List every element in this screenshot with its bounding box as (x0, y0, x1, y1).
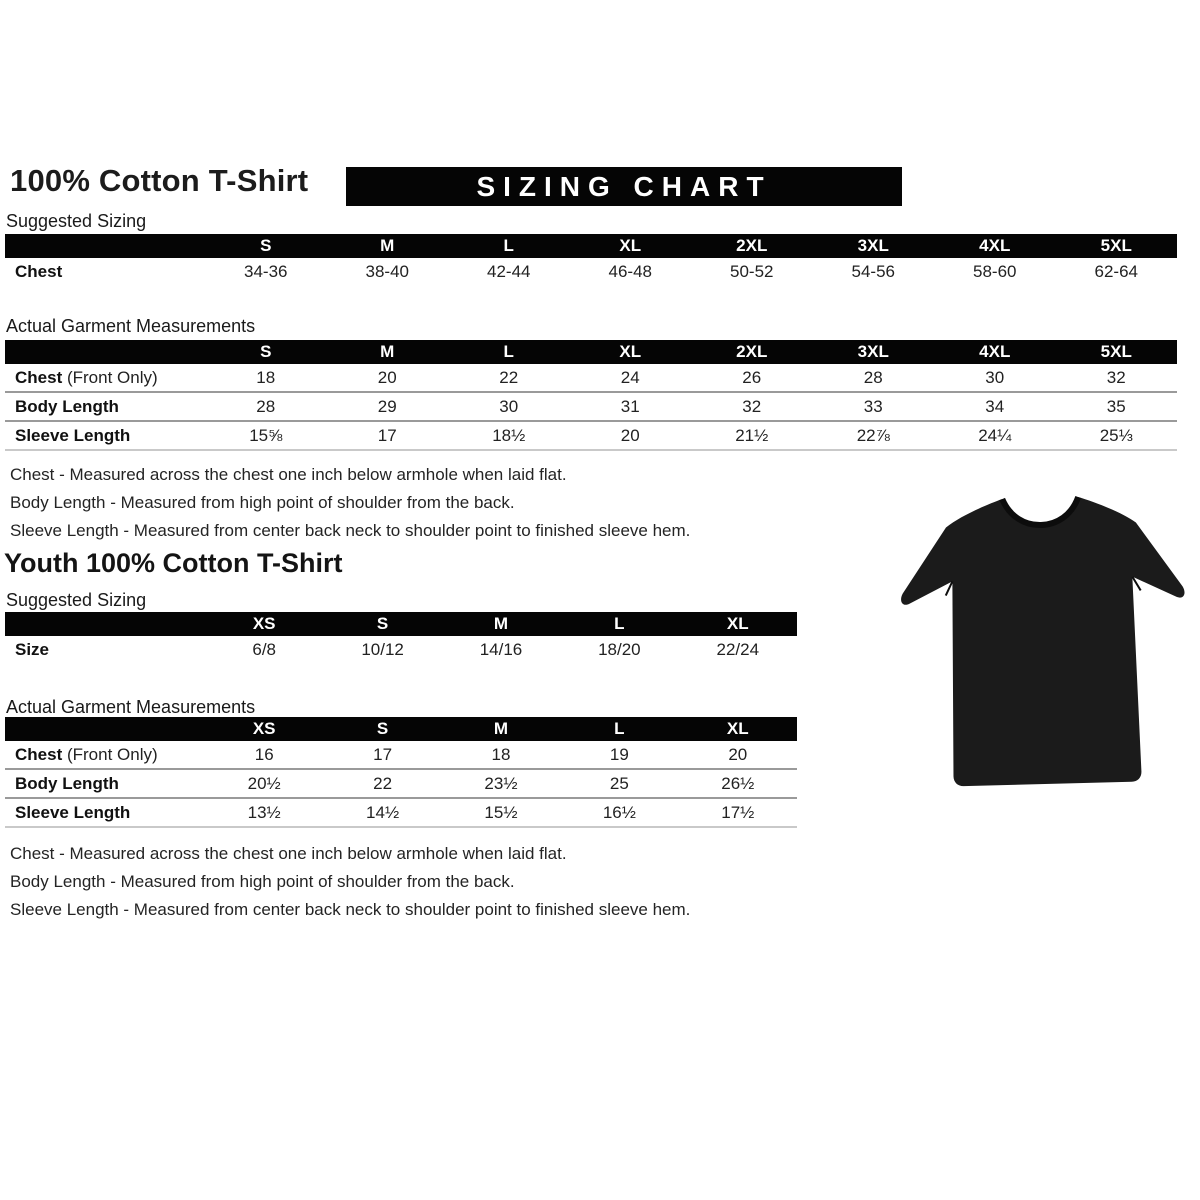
table-row (5, 364, 1177, 392)
table-cell: 22/24 (716, 639, 760, 659)
table-cell: 32 (742, 396, 762, 416)
size-col-header: M (327, 234, 449, 258)
adult-measurement-notes (10, 461, 690, 545)
table-cell: 18½ (492, 425, 526, 445)
table-cell: 18 (491, 744, 511, 764)
size-col-header: XL (679, 612, 797, 636)
table-cell: 42-44 (487, 261, 531, 281)
table-cell: 31 (620, 396, 640, 416)
size-col-header: XL (570, 234, 692, 258)
sizing-chart-banner: SIZING CHART (346, 167, 902, 206)
table-cell: 24 (620, 367, 640, 387)
table-cell: 16 (254, 744, 274, 764)
table-cell: 18 (256, 367, 276, 387)
row-label (5, 364, 205, 392)
youth-measurement-notes (10, 840, 690, 924)
table-cell: 26½ (721, 773, 755, 793)
table-cell: 6/8 (252, 639, 277, 659)
row-label-text: Chest (15, 744, 63, 764)
black-tshirt-graphic (893, 478, 1195, 806)
youth-section-title: Youth 100% Cotton T-Shirt (4, 548, 343, 578)
table-cell: 23½ (484, 773, 518, 793)
table-cell: 38-40 (365, 261, 409, 281)
row-label-text: Body Length (15, 773, 119, 793)
size-col-header: M (327, 340, 449, 364)
table-cell: 30 (985, 367, 1005, 387)
row-label (5, 392, 205, 421)
table-cell: 22⅞ (856, 425, 890, 445)
table-cell: 34 (985, 396, 1005, 416)
size-col-header: 5XL (1056, 340, 1178, 364)
adult-actual-measurements-label: Actual Garment Measurements (6, 316, 256, 336)
table-cell: 14½ (366, 802, 400, 822)
page-title: 100% Cotton T-Shirt (10, 163, 309, 198)
row-label-text: Sleeve Length (15, 802, 131, 822)
table-cell: 14/16 (479, 639, 523, 659)
size-col-header: XL (570, 340, 692, 364)
table-cell: 17 (377, 425, 397, 445)
table-cell: 10/12 (361, 639, 404, 659)
row-label-text: Size (15, 639, 50, 659)
size-col-header: L (448, 234, 570, 258)
table-cell: 22 (373, 773, 393, 793)
size-col-header: 5XL (1056, 234, 1178, 258)
table-cell: 24¼ (978, 425, 1012, 445)
row-label-suffix: (Front Only) (62, 744, 158, 764)
size-col-header: S (323, 717, 441, 741)
table-row (5, 636, 797, 663)
size-col-header: M (442, 612, 560, 636)
row-label-suffix: (Front Only) (62, 367, 158, 387)
table-header-row (5, 612, 797, 636)
size-col-header: 3XL (813, 234, 935, 258)
size-col-header: L (448, 340, 570, 364)
note-line: Sleeve Length - Measured from center back neck to shoulder point to finished sleeve hem. (10, 521, 691, 540)
table-cell: 20½ (247, 773, 281, 793)
row-label-text: Sleeve Length (15, 425, 131, 445)
size-col-header-blank (5, 340, 205, 364)
table-cell: 17½ (721, 802, 755, 822)
table-row (5, 769, 797, 798)
size-col-header: S (205, 234, 327, 258)
table-cell: 22 (499, 367, 519, 387)
table-cell: 28 (863, 367, 883, 387)
note-line: Body Length - Measured from high point of shoulder from the back. (10, 872, 515, 891)
table-cell: 25⅓ (1099, 425, 1133, 445)
row-label (5, 798, 205, 827)
youth-actual-measurements-label: Actual Garment Measurements (6, 697, 256, 717)
table-row (5, 258, 1177, 285)
size-col-header: XL (679, 717, 797, 741)
youth-suggested-sizing-table (5, 612, 797, 663)
table-row (5, 392, 1177, 421)
tshirt-body-shape (899, 494, 1190, 787)
row-label-text: Chest (15, 261, 63, 281)
youth-suggested-sizing-label: Suggested Sizing (6, 590, 147, 610)
table-cell: 62-64 (1094, 261, 1138, 281)
table-header-row (5, 234, 1177, 258)
row-label (5, 258, 205, 285)
size-col-header: XS (205, 717, 323, 741)
table-cell: 46-48 (608, 261, 652, 281)
table-cell: 21½ (735, 425, 769, 445)
table-header-row (5, 717, 797, 741)
size-col-header: S (205, 340, 327, 364)
table-cell: 50-52 (730, 261, 774, 281)
table-cell: 35 (1106, 396, 1126, 416)
size-col-header: 2XL (691, 234, 813, 258)
youth-actual-measurements-table (5, 717, 797, 828)
table-row (5, 421, 1177, 450)
size-col-header: L (560, 717, 678, 741)
row-label-text: Body Length (15, 396, 119, 416)
table-cell: 15⅝ (249, 425, 283, 445)
row-label (5, 769, 205, 798)
size-col-header: 4XL (934, 340, 1056, 364)
table-cell: 20 (620, 425, 640, 445)
table-header-row (5, 340, 1177, 364)
table-cell: 58-60 (973, 261, 1017, 281)
size-col-header-blank (5, 717, 205, 741)
table-cell: 20 (728, 744, 748, 764)
table-cell: 54-56 (851, 261, 895, 281)
row-label-text: Chest (15, 367, 63, 387)
table-cell: 16½ (602, 802, 636, 822)
size-col-header: S (323, 612, 441, 636)
table-row (5, 798, 797, 827)
table-cell: 28 (256, 396, 276, 416)
size-col-header-blank (5, 234, 205, 258)
adult-actual-measurements-table (5, 340, 1177, 451)
table-cell: 13½ (247, 802, 281, 822)
table-cell: 33 (863, 396, 883, 416)
note-line: Body Length - Measured from high point of shoulder from the back. (10, 493, 515, 512)
size-col-header: 2XL (691, 340, 813, 364)
row-label (5, 421, 205, 450)
table-cell: 18/20 (598, 639, 641, 659)
table-cell: 29 (377, 396, 397, 416)
adult-suggested-sizing-table (5, 234, 1177, 285)
size-col-header: XS (205, 612, 323, 636)
table-cell: 15½ (484, 802, 518, 822)
size-col-header-blank (5, 612, 205, 636)
size-col-header: M (442, 717, 560, 741)
table-row (5, 741, 797, 769)
table-cell: 25 (609, 773, 629, 793)
size-col-header: L (560, 612, 678, 636)
table-cell: 30 (499, 396, 519, 416)
table-cell: 32 (1106, 367, 1126, 387)
adult-suggested-sizing-label: Suggested Sizing (6, 211, 147, 231)
note-line: Chest - Measured across the chest one inch below armhole when laid flat. (10, 465, 567, 484)
table-cell: 19 (609, 744, 629, 764)
note-line: Chest - Measured across the chest one inch below armhole when laid flat. (10, 844, 567, 863)
row-label (5, 636, 205, 663)
table-cell: 20 (377, 367, 397, 387)
table-cell: 34-36 (244, 261, 288, 281)
row-label (5, 741, 205, 769)
table-cell: 17 (373, 744, 393, 764)
size-col-header: 3XL (813, 340, 935, 364)
size-col-header: 4XL (934, 234, 1056, 258)
table-cell: 26 (742, 367, 762, 387)
note-line: Sleeve Length - Measured from center back neck to shoulder point to finished sleeve hem. (10, 900, 691, 919)
tshirt-image (893, 478, 1195, 806)
